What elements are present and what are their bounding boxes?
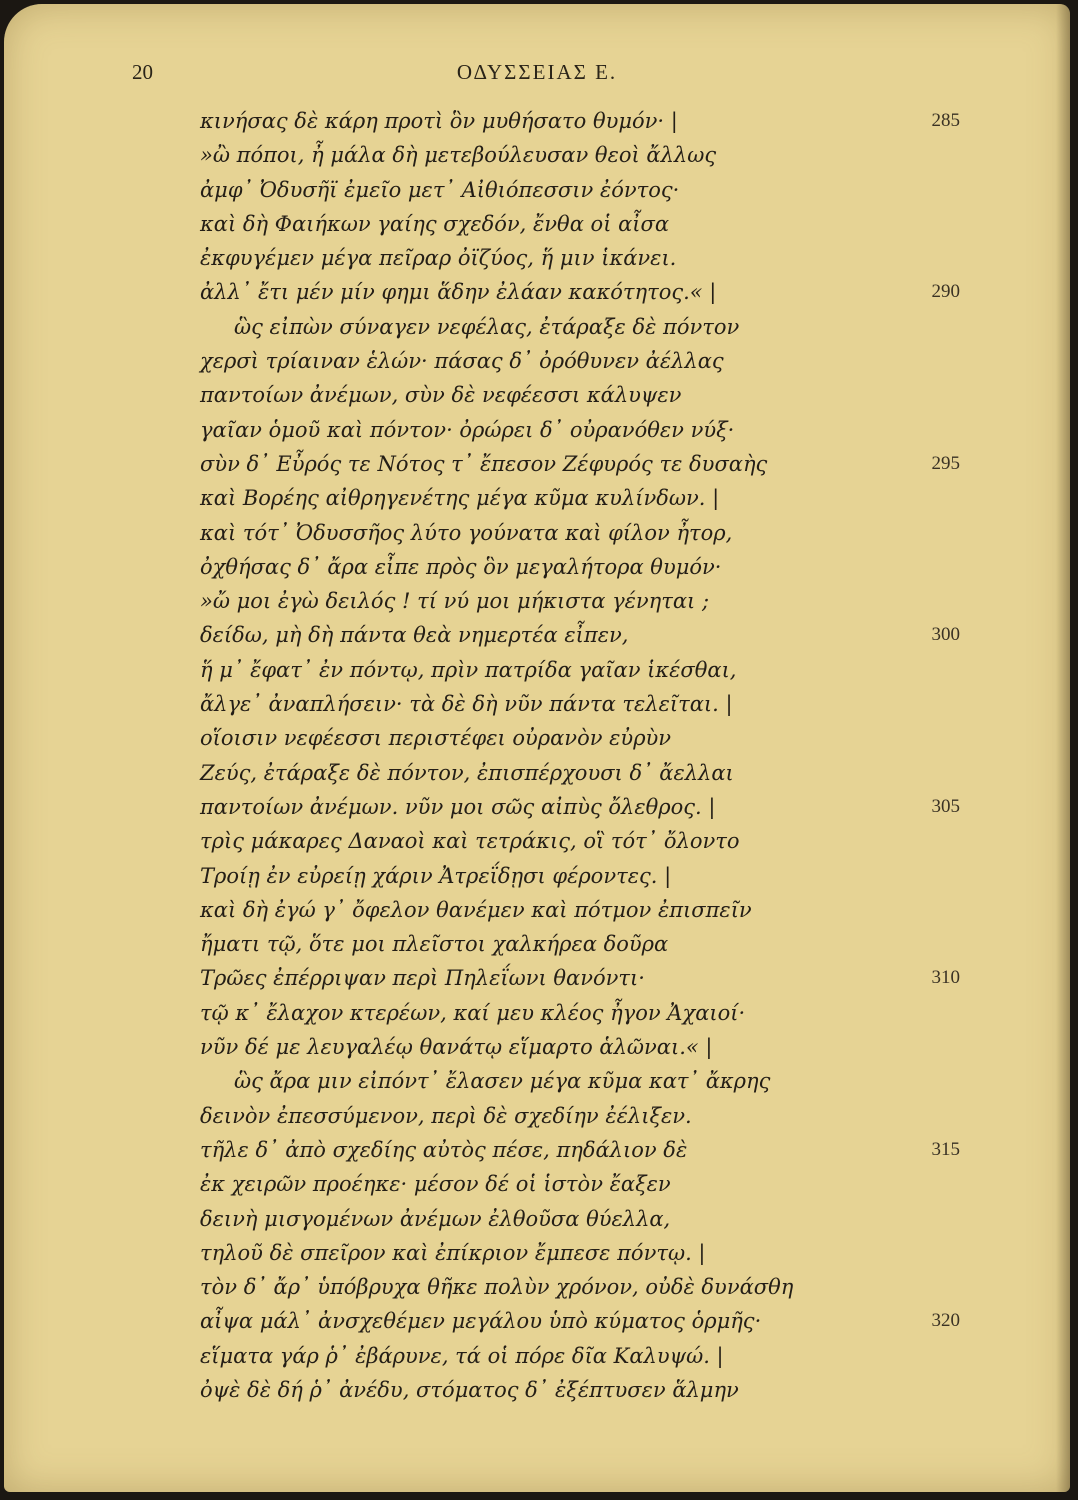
verse-line (200, 207, 960, 241)
verse-text: δεινὴ μισγομένων ἀνέμων ἐλθοῦσα θύελλα, (200, 1206, 671, 1231)
verse-line (200, 859, 960, 893)
line-number: 285 (931, 110, 960, 131)
verse-line (200, 721, 960, 755)
verse-text: ἀλλ᾽ ἔτι μέν μίν φημι ἅδην ἐλάαν κακότητος.« | (200, 280, 717, 305)
verse-line (200, 1202, 960, 1236)
verse-text: οἵοισιν νεφέεσσι περιστέφει οὐρανὸν εὐρὺν (200, 726, 672, 751)
verse-text: καὶ δὴ ἐγώ γ᾽ ὄφελον θανέμεν καὶ πότμον ἐπισπεῖν (200, 897, 752, 922)
line-number: 305 (931, 795, 960, 817)
verse-line (200, 790, 960, 824)
verse-text: δεινὸν ἐπεσσύμενον, περὶ δὲ σχεδίην ἐέλιξεν. (200, 1103, 692, 1128)
verse-line (200, 1304, 960, 1338)
verse-line (200, 1133, 960, 1167)
verse-block (200, 104, 960, 1407)
verse-line (200, 241, 960, 275)
verse-line (200, 550, 960, 584)
verse-line (200, 1167, 960, 1201)
verse-text: Τρῶες ἐπέρριψαν περὶ Πηλεΐωνι θανόντι· (200, 966, 645, 991)
verse-text: »ὤ μοι ἐγὼ δειλός ! τί νύ μοι μήκιστα γένηται ; (200, 589, 710, 614)
verse-text: χερσὶ τρίαιναν ἑλών· πάσας δ᾽ ὀρόθυνεν ἀέλλας (200, 349, 724, 374)
verse-text: ἐκ χειρῶν προέηκε· μέσον δέ οἱ ἱστὸν ἔαξεν (200, 1172, 671, 1197)
verse-line (200, 1236, 960, 1270)
verse-text: Τροίῃ ἐν εὐρείῃ χάριν Ἀτρεΐδῃσι φέροντες. | (200, 863, 672, 888)
verse-text: ὣς εἰπὼν σύναγεν νεφέλας, ἐτάραξε δὲ πόντον (234, 314, 740, 339)
verse-text: ὣς ἄρα μιν εἰπόντ᾽ ἔλασεν μέγα κῦμα κατ᾽ ἄκρης (234, 1069, 771, 1094)
verse-line (200, 1030, 960, 1064)
verse-line (200, 824, 960, 858)
verse-text: αἶψα μάλ᾽ ἀνσχεθέμεν μεγάλου ὑπὸ κύματος ὁρμῆς· (200, 1309, 762, 1334)
page-edge-shadow (1056, 4, 1070, 1492)
verse-text: εἵματα γάρ ῥ᾽ ἐβάρυνε, τά οἱ πόρε δῖα Καλυψώ. | (200, 1343, 724, 1368)
verse-text: τῷ κ᾽ ἔλαχον κτερέων, καί μευ κλέος ἦγον Ἀχαιοί· (200, 1000, 746, 1025)
line-number: 300 (931, 624, 960, 646)
verse-line (200, 893, 960, 927)
verse-text: τὸν δ᾽ ἄρ᾽ ὑπόβρυχα θῆκε πολὺν χρόνον, οὐδὲ δυνάσθη (200, 1275, 794, 1300)
verse-text: ἥ μ᾽ ἔφατ᾽ ἐν πόντῳ, πρὶν πατρίδα γαῖαν ἱκέσθαι, (200, 657, 737, 682)
verse-text: τηλοῦ δὲ σπεῖρον καὶ ἐπίκριον ἔμπεσε πόντῳ. | (200, 1240, 706, 1265)
verse-text: καὶ δὴ Φαιήκων γαίης σχεδόν, ἔνθα οἱ αἶσα (200, 211, 670, 236)
verse-text: παντοίων ἀνέμων. νῦν μοι σῶς αἰπὺς ὄλεθρος. | (200, 794, 716, 819)
verse-text: ἤματι τῷ, ὅτε μοι πλεῖστοι χαλκήρεα δοῦρα (200, 932, 669, 957)
page-number: 20 (132, 60, 153, 84)
verse-line (200, 516, 960, 550)
verse-line (200, 996, 960, 1030)
verse-text: καὶ τότ᾽ Ὀδυσσῆος λύτο γούνατα καὶ φίλον ἦτορ, (200, 520, 733, 545)
verse-line (200, 413, 960, 447)
verse-line (200, 104, 960, 138)
verse-line (200, 378, 960, 412)
verse-line (200, 756, 960, 790)
verse-line (200, 173, 960, 207)
verse-line (200, 1099, 960, 1133)
verse-line (200, 344, 960, 378)
book-page (4, 4, 1070, 1492)
verse-text: ἐκφυγέμεν μέγα πεῖραρ ὀϊζύος, ἥ μιν ἱκάνει. (200, 246, 677, 271)
line-number: 310 (931, 967, 960, 989)
verse-text: γαῖαν ὁμοῦ καὶ πόντον· ὀρώρει δ᾽ οὐρανόθεν νύξ· (200, 417, 735, 442)
verse-line (200, 310, 960, 344)
verse-text: ἄλγε᾽ ἀναπλήσειν· τὰ δὲ δὴ νῦν πάντα τελεῖται. | (200, 692, 733, 717)
verse-line (200, 481, 960, 515)
verse-text: τρὶς μάκαρες Δαναοὶ καὶ τετράκις, οἳ τότ᾽ ὄλοντο (200, 829, 740, 854)
page-header (4, 60, 1070, 90)
verse-text: ἀμφ᾽ Ὀδυσῆϊ ἐμεῖο μετ᾽ Αἰθιόπεσσιν ἐόντος· (200, 177, 680, 202)
verse-line (200, 1373, 960, 1407)
verse-text: κινήσας δὲ κάρη προτὶ ὃν μυθήσατο θυμόν· | (200, 109, 678, 133)
running-title: ΟΔΥΣΣΕΙΑΣ Ε. (456, 60, 618, 84)
verse-text: καὶ Βορέης αἰθρηγενέτης μέγα κῦμα κυλίνδων. | (200, 486, 720, 511)
verse-line (200, 687, 960, 721)
line-number: 295 (931, 452, 960, 474)
verse-text: »ὢ πόποι, ἦ μάλα δὴ μετεβούλευσαν θεοὶ ἄλλως (200, 143, 717, 168)
verse-text: τῆλε δ᾽ ἀπὸ σχεδίης αὐτὸς πέσε, πηδάλιον δὲ (200, 1137, 688, 1162)
line-number: 320 (931, 1310, 960, 1332)
verse-line (200, 447, 960, 481)
verse-line (200, 1064, 960, 1098)
verse-line (200, 138, 960, 172)
line-number: 290 (931, 281, 960, 303)
verse-text: ὀψὲ δὲ δή ῥ᾽ ἀνέδυ, στόματος δ᾽ ἐξέπτυσεν ἅλμην (200, 1377, 739, 1402)
verse-text: παντοίων ἀνέμων, σὺν δὲ νεφέεσσι κάλυψεν (200, 383, 682, 408)
verse-line (200, 1270, 960, 1304)
verse-text: ὀχθήσας δ᾽ ἄρα εἶπε πρὸς ὃν μεγαλήτορα θυμόν· (200, 554, 722, 579)
verse-line (200, 927, 960, 961)
verse-line (200, 653, 960, 687)
verse-line (200, 618, 960, 652)
verse-line (200, 961, 960, 995)
verse-text: νῦν δέ με λευγαλέῳ θανάτῳ εἵμαρτο ἁλῶναι.« | (200, 1035, 713, 1060)
verse-text: Ζεύς, ἐτάραξε δὲ πόντον, ἐπισπέρχουσι δ᾽ ἄελλαι (200, 760, 734, 785)
line-number: 315 (931, 1138, 960, 1160)
verse-line (200, 584, 960, 618)
verse-line (200, 1339, 960, 1373)
verse-text: δείδω, μὴ δὴ πάντα θεὰ νημερτέα εἶπεν, (200, 623, 629, 648)
verse-line (200, 275, 960, 309)
verse-text: σὺν δ᾽ Εὖρός τε Νότος τ᾽ ἔπεσον Ζέφυρός τε δυσαὴς (200, 451, 768, 476)
